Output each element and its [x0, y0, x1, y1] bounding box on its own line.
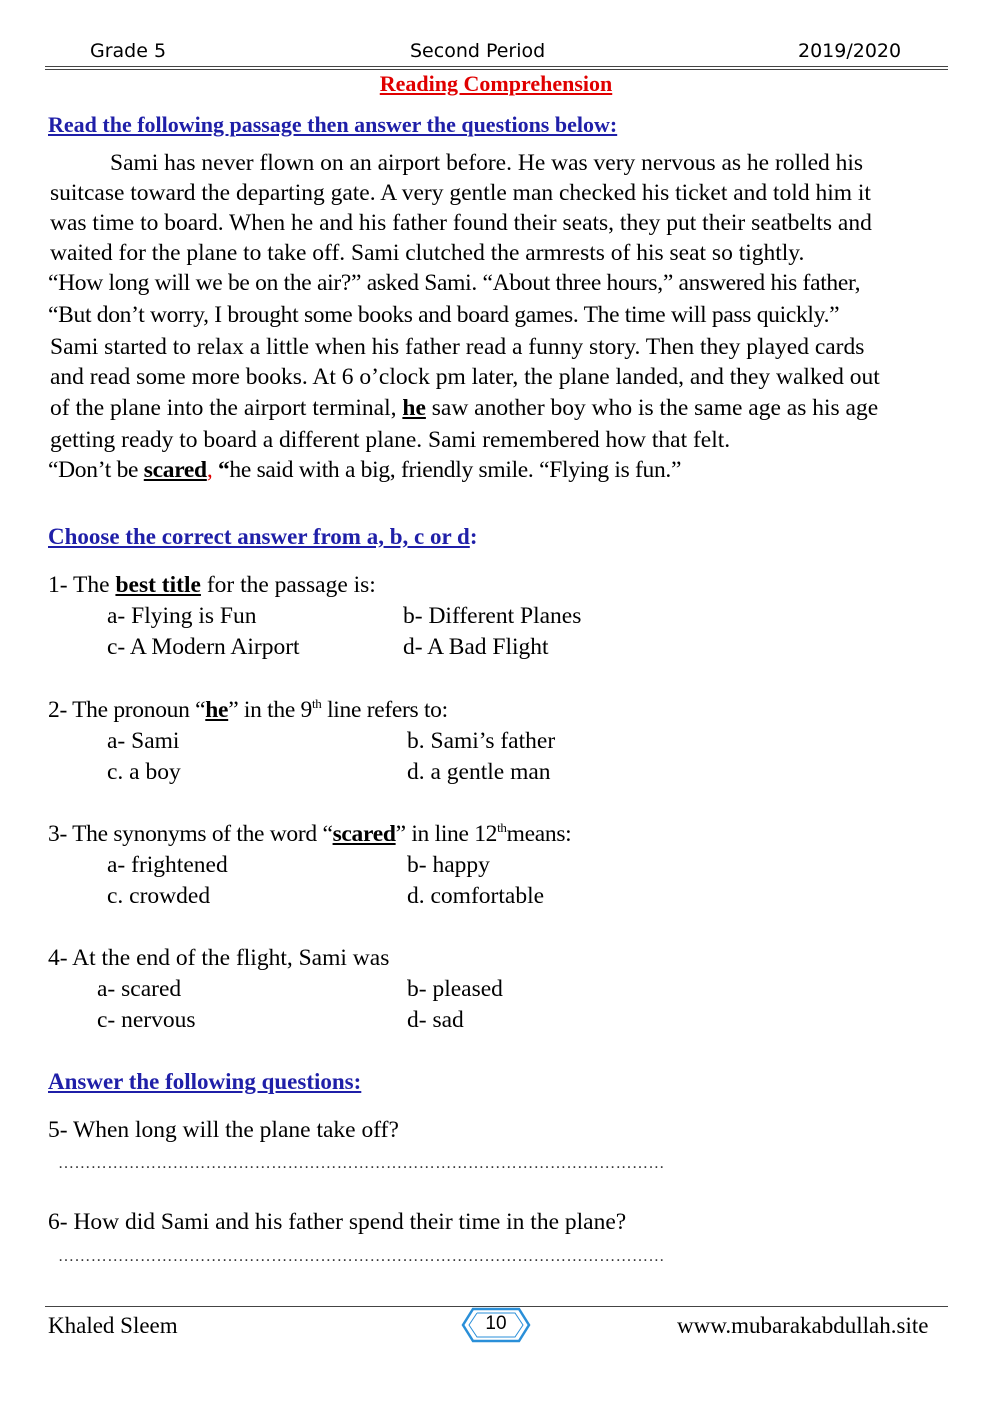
- referent-word-he: he: [402, 395, 426, 421]
- choose-instruction-label: Choose the correct answer from a, b, c or d: [48, 524, 470, 549]
- passage-line-6: “But don’t worry, I brought some books and board games. The time will pass quickly.”: [48, 302, 840, 328]
- choose-instruction-colon: :: [469, 524, 478, 549]
- question-1-start: 1- The: [48, 572, 116, 598]
- page-number: 10: [485, 1313, 507, 1334]
- question-2-middle: ” in the 9: [228, 696, 312, 723]
- question-2-ordinal: th: [311, 696, 322, 711]
- question-3-start: 3- The synonyms of the word “: [48, 820, 333, 847]
- page-number-badge: [461, 1306, 531, 1344]
- header-rule-bottom: [45, 69, 948, 70]
- question-5: 5- When long will the plane take off?: [48, 1117, 399, 1143]
- passage-line-2: suitcase toward the departing gate. A very gentle man checked his ticket and told him it: [50, 180, 871, 206]
- question-4: 4- At the end of the flight, Sami was: [48, 945, 390, 971]
- passage-line-10: getting ready to board a different plane. Sami remembered how that felt.: [50, 427, 731, 453]
- question-4-option-d[interactable]: d- sad: [407, 1007, 464, 1033]
- question-1-option-b[interactable]: b- Different Planes: [403, 603, 582, 629]
- passage-line-11-end: he said with a big, friendly smile. “Flying is fun.”: [229, 457, 682, 483]
- question-6: 6- How did Sami and his father spend their time in the plane?: [48, 1209, 627, 1235]
- question-1-option-a[interactable]: a- Flying is Fun: [107, 603, 257, 629]
- answer-instruction: Answer the following questions:: [48, 1069, 362, 1094]
- page-title: Reading Comprehension: [379, 71, 613, 96]
- passage-open-quote: “: [212, 457, 230, 483]
- passage-line-1: Sami has never flown on an airport before. He was very nervous as he rolled his: [110, 150, 864, 176]
- question-2: [48, 696, 448, 724]
- question-1-end: for the passage is:: [200, 572, 376, 598]
- header-year: 2019/2020: [798, 40, 902, 62]
- question-4-option-b[interactable]: b- pleased: [407, 976, 503, 1002]
- question-3-option-d[interactable]: d. comfortable: [407, 883, 545, 909]
- question-2-option-c[interactable]: c. a boy: [107, 759, 181, 785]
- question-2-keyword: he: [205, 696, 229, 723]
- question-1-keyword: best title: [115, 572, 201, 598]
- question-3-keyword: scared: [332, 820, 396, 847]
- question-5-answer-line[interactable]: …………………………………………………………………………………………………: [58, 1155, 665, 1172]
- passage-comma: ,: [206, 457, 213, 483]
- passage-line-11: [48, 457, 681, 484]
- question-3-ordinal: th: [497, 820, 507, 835]
- passage-line-8: and read some more books. At 6 o’clock pm later, the plane landed, and they walked out: [50, 364, 880, 390]
- vocab-word-scared: scared: [143, 457, 207, 483]
- header-rule-top: [45, 66, 948, 67]
- question-2-option-b[interactable]: b. Sami’s father: [407, 728, 556, 754]
- footer-author: Khaled Sleem: [48, 1313, 178, 1338]
- question-3-option-c[interactable]: c. crowded: [107, 883, 211, 909]
- header-grade: Grade 5: [90, 40, 167, 62]
- passage-line-3: was time to board. When he and his father found their seats, they put their seatbelts and: [50, 210, 872, 236]
- question-1-option-d[interactable]: d- A Bad Flight: [403, 634, 549, 660]
- question-1: [48, 572, 376, 599]
- question-2-option-a[interactable]: a- Sami: [107, 728, 180, 754]
- passage-line-4: waited for the plane to take off. Sami clutched the armrests of his seat so tightly.: [50, 240, 805, 266]
- question-1-option-c[interactable]: c- A Modern Airport: [107, 634, 300, 660]
- question-3-option-a[interactable]: a- frightened: [107, 852, 228, 878]
- passage-line-9-end: saw another boy who is the same age as his age: [425, 395, 879, 421]
- choose-instruction: [48, 524, 477, 550]
- question-4-option-c[interactable]: c- nervous: [97, 1007, 196, 1033]
- question-2-end: line refers to:: [321, 696, 448, 723]
- passage-line-9-start: of the plane into the airport terminal,: [50, 395, 403, 421]
- question-6-answer-line[interactable]: …………………………………………………………………………………………………: [58, 1248, 665, 1265]
- question-3-end: means:: [506, 820, 572, 847]
- passage-line-7: Sami started to relax a little when his father read a funny story. Then they played cards: [50, 334, 865, 360]
- question-4-option-a[interactable]: a- scared: [97, 976, 182, 1002]
- passage-line-11-start: “Don’t be: [48, 457, 144, 483]
- read-instruction: Read the following passage then answer the questions below:: [48, 112, 618, 137]
- question-3-middle: ” in line 12: [395, 820, 498, 847]
- question-3-option-b[interactable]: b- happy: [407, 852, 490, 878]
- question-3: [48, 820, 571, 848]
- question-2-option-d[interactable]: d. a gentle man: [407, 759, 551, 785]
- passage-line-9: [50, 395, 878, 422]
- footer-website[interactable]: www.mubarakabdullah.site: [677, 1313, 929, 1338]
- question-2-start: 2- The pronoun “: [48, 696, 206, 723]
- header-period: Second Period: [410, 40, 546, 62]
- passage-line-5: “How long will we be on the air?” asked Sami. “About three hours,” answered his father,: [48, 270, 861, 296]
